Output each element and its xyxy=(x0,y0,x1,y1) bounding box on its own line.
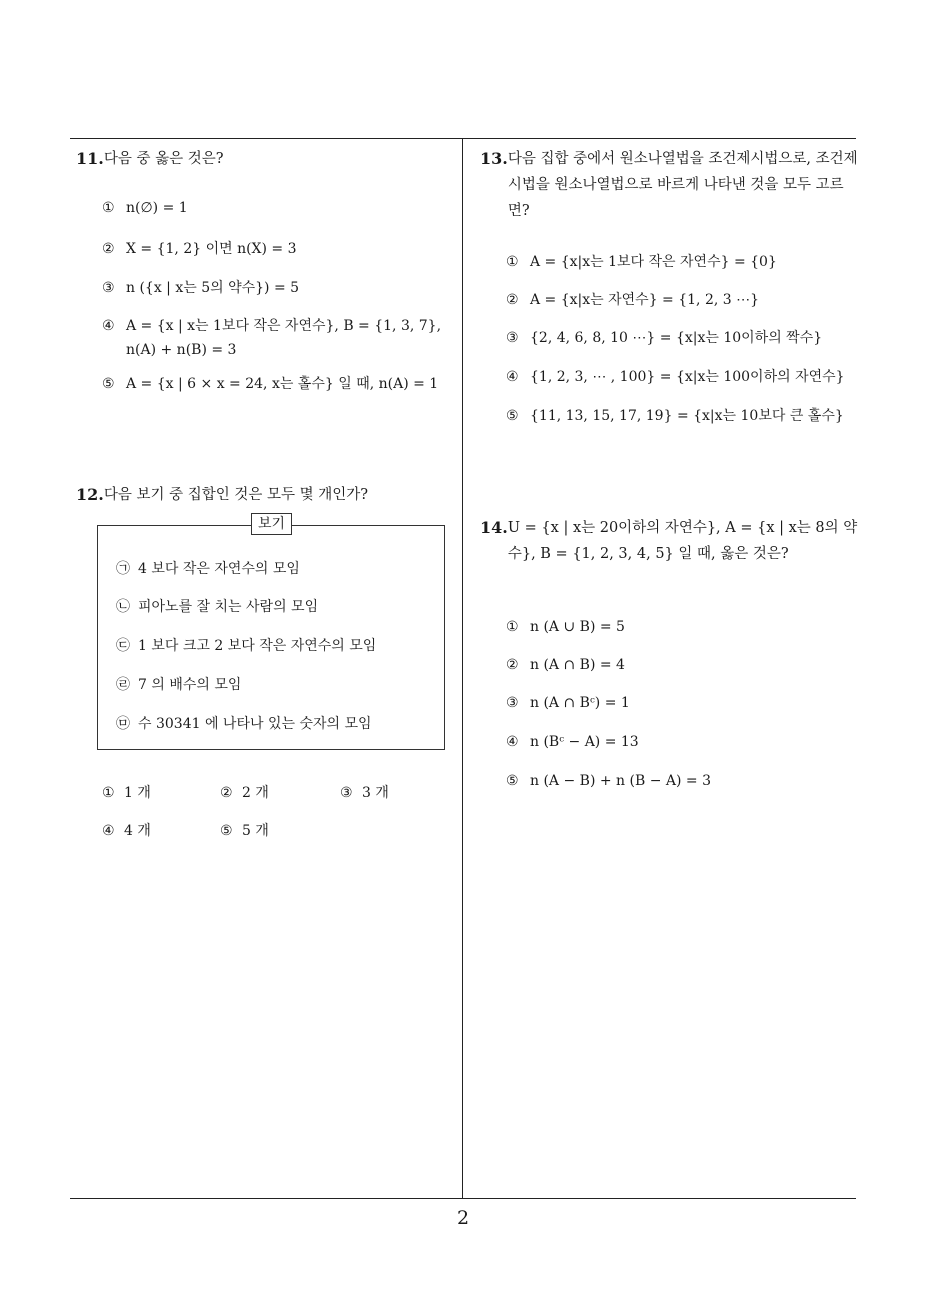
q12-choice-3[interactable] xyxy=(340,782,389,802)
bogi-mark: ㉡ xyxy=(116,599,130,615)
q12-choice-1[interactable] xyxy=(102,782,151,802)
q12-choice-2[interactable] xyxy=(220,782,269,802)
q13-choice-5[interactable] xyxy=(506,405,844,425)
choice-mark: ⑤ xyxy=(506,773,519,789)
choice-text: {2, 4, 6, 8, 10 ⋯} = {x|x는 10이하의 짝수} xyxy=(530,330,823,346)
choice-mark: ① xyxy=(506,619,519,635)
choice-text: 5 개 xyxy=(242,823,269,839)
bottom-rule xyxy=(70,1198,856,1199)
choice-text: A = {x | 6 × x = 24, x는 홀수} 일 때, n(A) = 1 xyxy=(126,376,439,392)
choice-text: n (A ∪ B) = 5 xyxy=(530,619,625,635)
q11-choice-4[interactable] xyxy=(102,314,442,362)
bogi-item-3 xyxy=(116,635,376,655)
bogi-item-5 xyxy=(116,713,372,733)
bogi-text: 1 보다 크고 2 보다 작은 자연수의 모임 xyxy=(138,638,377,654)
choice-text: A = {x|x는 1보다 작은 자연수} = {0} xyxy=(530,254,777,270)
q13-choice-4[interactable] xyxy=(506,366,845,386)
choice-mark: ④ xyxy=(102,318,115,334)
choice-text: n (A − B) + n (B − A) = 3 xyxy=(530,773,712,789)
choice-text: n ({x | x는 5의 약수}) = 5 xyxy=(126,280,300,296)
question-14 xyxy=(480,515,858,567)
choice-mark: ① xyxy=(506,254,519,270)
choice-mark: ② xyxy=(220,785,233,801)
choice-mark: ① xyxy=(102,200,115,216)
choice-mark: ② xyxy=(506,657,519,673)
choice-mark: ④ xyxy=(506,369,519,385)
choice-mark: ② xyxy=(102,241,115,257)
bogi-mark: ㉢ xyxy=(116,638,130,654)
choice-text: n (A ∩ Bᶜ) = 1 xyxy=(530,695,630,711)
choice-mark: ① xyxy=(102,785,115,801)
q13-choice-2[interactable] xyxy=(506,289,759,309)
question-number: 14. xyxy=(480,518,508,537)
choice-mark: ⑤ xyxy=(220,823,233,839)
bogi-text: 4 보다 작은 자연수의 모임 xyxy=(138,561,300,577)
choice-text: 4 개 xyxy=(124,823,151,839)
choice-mark: ② xyxy=(506,292,519,308)
q14-choice-2[interactable] xyxy=(506,657,625,673)
question-text: 다음 중 옳은 것은? xyxy=(103,151,224,167)
choice-mark: ③ xyxy=(506,695,519,711)
choice-mark: ③ xyxy=(102,280,115,296)
q12-choice-5[interactable] xyxy=(220,820,269,840)
choice-mark: ④ xyxy=(506,734,519,750)
choice-mark: ④ xyxy=(102,823,115,839)
bogi-text: 수 30341 에 나타나 있는 숫자의 모임 xyxy=(138,716,372,732)
bogi-mark: ㉠ xyxy=(116,561,130,577)
bogi-item-4 xyxy=(116,674,241,694)
choice-text: {11, 13, 15, 17, 19} = {x|x는 10보다 큰 홀수} xyxy=(530,408,844,424)
q14-choice-1[interactable] xyxy=(506,619,625,635)
choice-text: n (A ∩ B) = 4 xyxy=(530,657,625,673)
q13-choice-3[interactable] xyxy=(506,327,822,347)
bogi-text: 7 의 배수의 모임 xyxy=(138,677,242,693)
choice-text: A = {x|x는 자연수} = {1, 2, 3 ⋯} xyxy=(530,292,760,308)
choice-mark: ③ xyxy=(340,785,353,801)
q11-choice-1[interactable] xyxy=(102,200,188,216)
choice-text: 1 개 xyxy=(124,785,151,801)
q14-choice-5[interactable] xyxy=(506,773,711,789)
choice-text: {1, 2, 3, ⋯ , 100} = {x|x는 100이하의 자연수} xyxy=(530,369,845,385)
choice-mark: ⑤ xyxy=(506,408,519,424)
q12-choice-4[interactable] xyxy=(102,820,151,840)
bogi-title: 보기 xyxy=(251,513,292,535)
question-text: 다음 보기 중 집합인 것은 모두 몇 개인가? xyxy=(103,487,368,503)
q11-choice-3[interactable] xyxy=(102,277,299,297)
bogi-item-1 xyxy=(116,558,300,578)
column-divider xyxy=(462,139,463,1198)
choice-text: 3 개 xyxy=(362,785,389,801)
question-11 xyxy=(76,146,446,172)
bogi-mark: ㉣ xyxy=(116,677,130,693)
page-number: 2 xyxy=(456,1207,470,1229)
top-rule xyxy=(70,138,856,139)
choice-mark: ③ xyxy=(506,330,519,346)
choice-mark: ⑤ xyxy=(102,376,115,392)
q14-choice-3[interactable] xyxy=(506,695,630,711)
q11-choice-2[interactable] xyxy=(102,238,297,258)
question-text: 다음 집합 중에서 원소나열법을 조건제시법으로, 조건제시법을 원소나열법으로 바르게 나타낸 것을 모두 고르면? xyxy=(507,151,858,219)
question-13 xyxy=(480,146,858,224)
question-number: 13. xyxy=(480,149,508,168)
q13-choice-1[interactable] xyxy=(506,251,777,271)
question-12 xyxy=(76,482,446,508)
choice-text: 2 개 xyxy=(242,785,269,801)
bogi-mark: ㉤ xyxy=(116,716,130,732)
bogi-item-2 xyxy=(116,596,318,616)
bogi-text: 피아노를 잘 치는 사람의 모임 xyxy=(138,599,319,615)
choice-text: X = {1, 2} 이면 n(X) = 3 xyxy=(126,241,297,257)
choice-text: n (Bᶜ − A) = 13 xyxy=(530,734,639,750)
choice-text: n(∅) = 1 xyxy=(126,200,188,216)
q11-choice-5[interactable] xyxy=(102,373,438,393)
question-number: 11. xyxy=(76,149,104,168)
question-number: 12. xyxy=(76,485,104,504)
choice-text: A = {x | x는 1보다 작은 자연수}, B = {1, 3, 7}, n(A) + n(B) = 3 xyxy=(126,318,442,358)
question-text: U = {x | x는 20이하의 자연수}, A = {x | x는 8의 약수}, B = {1, 2, 3, 4, 5} 일 때, 옳은 것은? xyxy=(507,520,858,562)
q14-choice-4[interactable] xyxy=(506,734,639,750)
